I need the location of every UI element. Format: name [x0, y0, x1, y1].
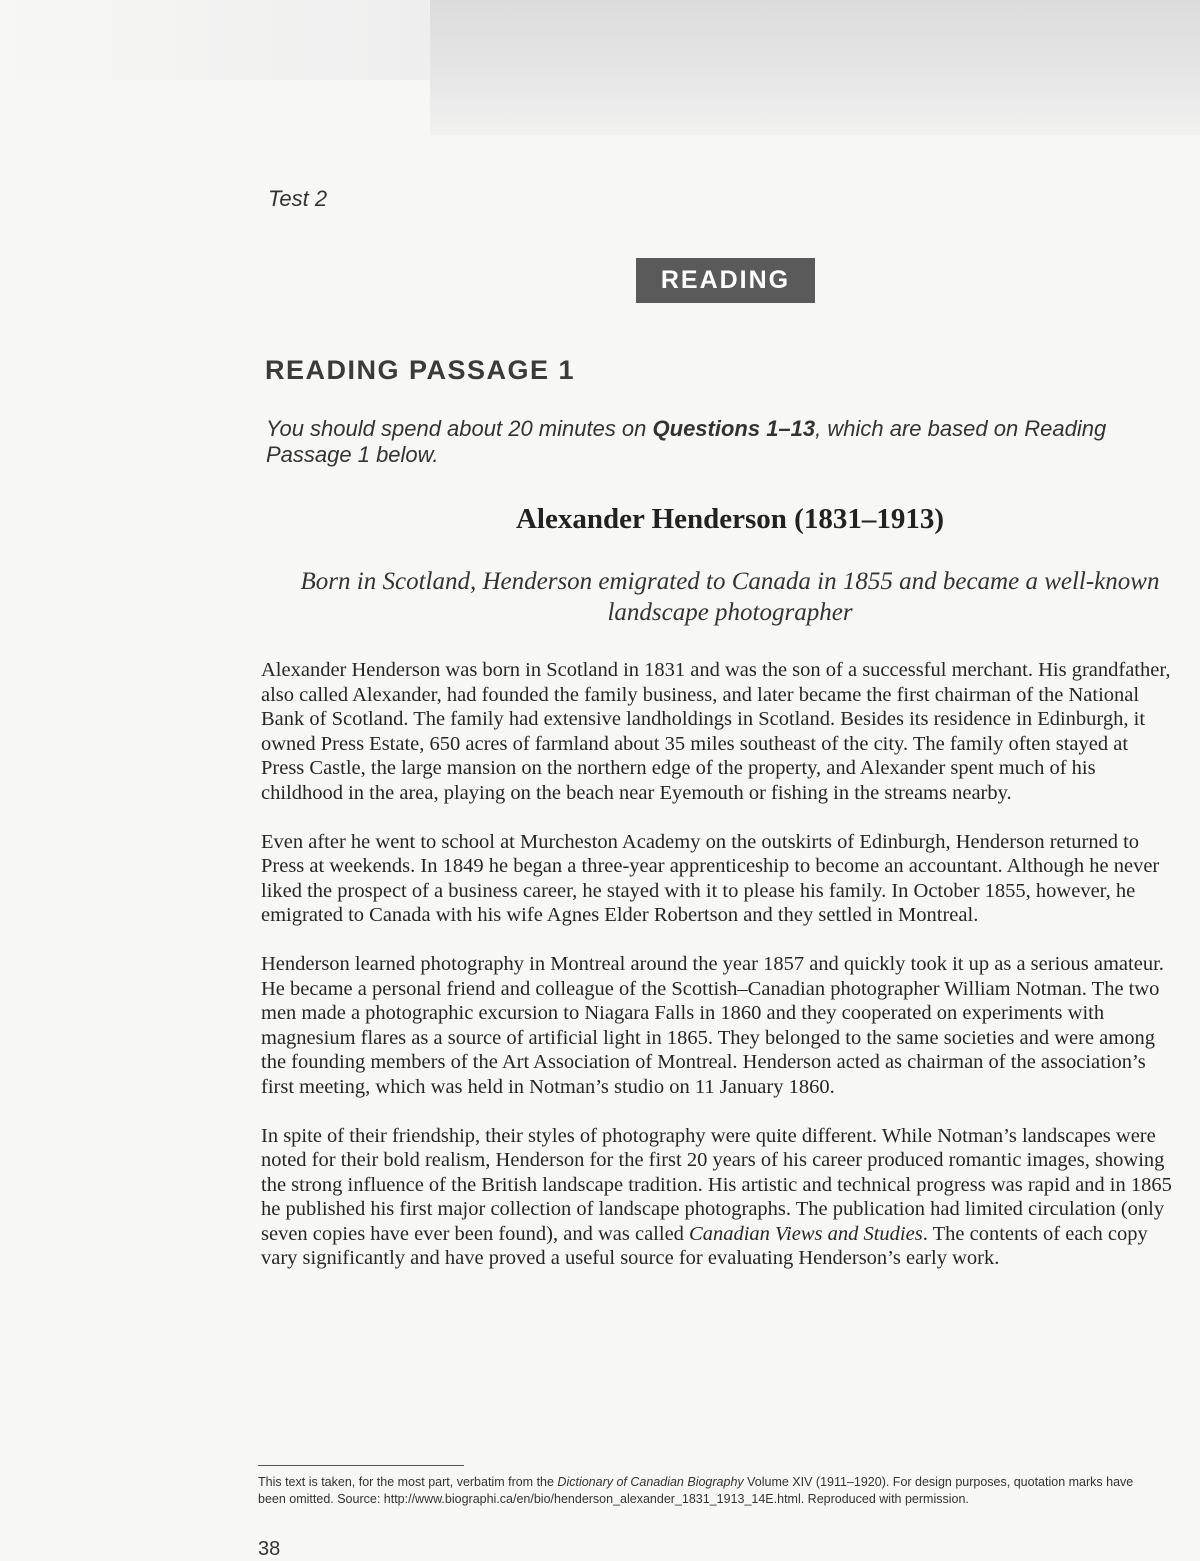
scan-shadow [430, 0, 1200, 135]
instructions-post: , which are based on Reading Passage 1 below. [266, 416, 1107, 467]
footnote-post: Volume XIV (1911–1920). For design purposes, quotation marks have been omitted. Source: http://www.biographi.ca/en/bio/henderson_alexander_1831_1913_14E.html. Reproduced with permission. [258, 1475, 1134, 1506]
paragraph-4-pre: In spite of their friendship, their styles of photography were quite different. While Notman’s landscapes were noted for their bold realism, Henderson for the first 20 years of his career produced romantic images, showing the strong influence of the British landscape tradition. His artistic and technical progress was rapid and in 1865 he published his first major collection of landscape photographs. The publication had limited circulation (only seven copies have ever been found), and was called [261, 1124, 1172, 1245]
footnote-pre: This text is taken, for the most part, verbatim from the [258, 1475, 558, 1489]
passage-heading: READING PASSAGE 1 [265, 355, 576, 385]
page-number: 38 [258, 1538, 281, 1560]
section-tag-label: READING [660, 266, 791, 294]
paragraph-4-post: . The contents of each copy vary significantly and have proved a useful source for evaluating Henderson’s early work. [261, 1222, 1148, 1270]
footnote-source-title: Dictionary of Canadian Biography [557, 1475, 744, 1489]
instructions-pre: You should spend about 20 minutes on [266, 416, 653, 441]
article-title: Alexander Henderson (1831–1913) [515, 503, 944, 535]
scan-shadow-left [0, 0, 430, 80]
paragraph-3: Henderson learned photography in Montreal around the year 1857 and quickly took it up as a serious amateur. He became a personal friend and colleague of the Scottish–Canadian photographer William Notman. The two men made a photographic excursion to Niagara Falls in 1860 and they cooperated on experiments with magnesium flares as a source of artificial light in 1865. They belonged to the same societies and were among the founding members of the Art Association of Montreal. Henderson acted as chairman of the association’s first meeting, which was held in Notman’s studio on 11 January 1860. [261, 952, 1164, 1098]
paragraph-2: Even after he went to school at Murcheston Academy on the outskirts of Edinburgh, Henderson returned to Press at weekends. In 1849 he began a three-year apprenticeship to become an accountant. Although he never liked the prospect of a business career, he stayed with it to please his family. In October 1855, however, he emigrated to Canada with his wife Agnes Elder Robertson and they settled in Montreal. [261, 830, 1160, 927]
running-head: Test 2 [268, 186, 328, 211]
article-subtitle: Born in Scotland, Henderson emigrated to Canada in 1855 and became a well-known landscape photographer [300, 568, 1160, 626]
footnote [258, 1474, 1158, 1508]
instructions [266, 416, 1176, 468]
article-body [261, 658, 1173, 1295]
section-tag [636, 258, 815, 303]
publication-title: Canadian Views and Studies [689, 1222, 923, 1245]
footnote-rule [258, 1465, 464, 1466]
instructions-questions: Questions 1–13 [652, 416, 816, 441]
paragraph-1: Alexander Henderson was born in Scotland in 1831 and was the son of a successful merchant. His grandfather, also called Alexander, had founded the family business, and later became the first chairman of the National Bank of Scotland. The family had extensive landholdings in Scotland. Besides its residence in Edinburgh, it owned Press Estate, 650 acres of farmland about 35 miles southeast of the city. The family often stayed at Press Castle, the large mansion on the northern edge of the property, and Alexander spent much of his childhood in the area, playing on the beach near Eyemouth or fishing in the streams nearby. [261, 659, 1171, 804]
paragraph-4 [261, 1124, 1173, 1272]
